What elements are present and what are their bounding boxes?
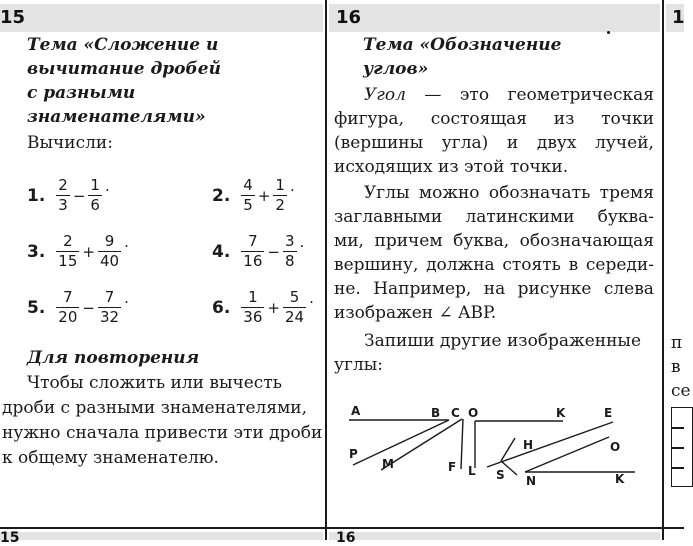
- fraction: $\frac{1}{2}$: [275, 176, 285, 215]
- review-line-4: к общему знаменателю.: [2, 448, 219, 468]
- figure-label-m: M: [382, 457, 394, 471]
- card-15-topic-line-3: с разными: [27, 83, 136, 103]
- word: стоять: [502, 255, 561, 275]
- word: лучей,: [595, 133, 654, 153]
- card-17-table-row-line: [671, 447, 684, 449]
- card-15-task: Вычисли:: [27, 133, 113, 153]
- card-16-topic-line-2: углов»: [363, 59, 429, 79]
- operator: −: [267, 242, 280, 261]
- exercise-6: [212, 288, 314, 327]
- figure-label-e: E: [604, 406, 613, 420]
- end-mark: .: [124, 289, 129, 308]
- review-line-1: Чтобы сложить или вычесть: [27, 373, 282, 393]
- fraction: $\frac{2}{3}$: [58, 176, 68, 215]
- word: слева: [603, 279, 654, 299]
- review-line-2: дроби с разными знаменателями,: [2, 398, 308, 418]
- operator: −: [72, 186, 86, 205]
- next-left-header: [0, 530, 323, 546]
- figure-label-f: F: [448, 460, 457, 474]
- figure-label-k: K: [556, 406, 566, 420]
- figure-label-s: S: [496, 468, 505, 482]
- operator: −: [82, 298, 95, 317]
- exercise-2: [212, 176, 295, 215]
- card-17-fragment-2: в: [671, 357, 681, 377]
- exercise-5: [27, 288, 129, 327]
- card-17-table-row-line: [671, 427, 684, 429]
- definition-line-3: [334, 131, 654, 155]
- card-15-topic-line-2: вычитание дробей: [27, 59, 221, 79]
- definition-line-1: Угол — это геометрическая: [364, 85, 654, 105]
- word: (вершины: [334, 133, 424, 153]
- fraction: $\frac{7}{20}$: [58, 288, 78, 327]
- card-15-header: [0, 4, 323, 32]
- end-mark: .: [104, 177, 110, 196]
- word: угла): [441, 133, 489, 153]
- paragraph-line-2: [334, 205, 654, 229]
- figure-label-b: B: [431, 406, 441, 420]
- divider-left: [325, 0, 327, 540]
- divider-right: [662, 0, 664, 540]
- exercise-label: 5.: [27, 297, 46, 318]
- figure-label-c: C: [451, 406, 460, 420]
- paragraph-line-4: [334, 253, 654, 277]
- card-15-topic-line-1: Тема «Сложение и: [27, 35, 219, 55]
- word: точки: [601, 109, 654, 129]
- fraction: $\frac{7}{16}$: [243, 232, 263, 271]
- word: фигура,: [334, 109, 404, 129]
- card-16-stray-dot: [607, 31, 610, 34]
- task: [334, 329, 654, 377]
- next-left-number: 15: [0, 530, 20, 546]
- card-17-table-row-line: [671, 467, 684, 469]
- divider-bottom: [0, 527, 684, 529]
- end-mark: .: [124, 233, 129, 252]
- exercise-label: 4.: [212, 241, 231, 262]
- exercise-label: 3.: [27, 241, 46, 262]
- card-16-number: 16: [336, 7, 362, 28]
- angles-figure: [345, 395, 645, 495]
- word: ми,: [334, 231, 364, 251]
- word: на: [483, 279, 506, 299]
- exercise-1: [27, 176, 110, 215]
- definition-term: Угол: [364, 85, 406, 105]
- fraction: $\frac{2}{15}$: [58, 232, 78, 271]
- next-right-number: 16: [336, 530, 356, 546]
- figure-label-h: H: [523, 438, 534, 452]
- word: причем: [374, 231, 443, 251]
- figure-label-p: P: [349, 447, 358, 461]
- operator: +: [267, 298, 280, 317]
- end-mark: .: [309, 289, 314, 308]
- definition: [334, 83, 654, 179]
- paragraph: [334, 181, 654, 325]
- fraction: $\frac{1}{6}$: [90, 176, 100, 215]
- fraction: $\frac{4}{5}$: [243, 176, 253, 215]
- end-mark: .: [299, 233, 305, 252]
- fraction: $\frac{7}{32}$: [99, 288, 120, 327]
- review-title: Для повторения: [27, 348, 200, 368]
- word: из: [553, 109, 575, 129]
- operator: +: [82, 242, 95, 261]
- exercise-3: [27, 232, 129, 271]
- paragraph-line-1: [334, 181, 654, 205]
- card-15-topic-line-4: знаменателями»: [27, 107, 206, 127]
- figure-label-n: N: [526, 474, 537, 488]
- word: обозначающая: [519, 231, 654, 251]
- card-17-number: 1: [672, 7, 685, 28]
- paragraph-line-3: [334, 229, 654, 253]
- figure-label-o: O: [468, 406, 479, 420]
- card-15-number: 15: [0, 7, 26, 28]
- task-line-1: Запиши другие изображенные: [364, 331, 642, 351]
- word: заглавными: [334, 207, 443, 227]
- word: состоящая: [430, 109, 528, 129]
- card-16-topic-line-1: Тема «Обозначение: [363, 35, 562, 55]
- operator: +: [257, 186, 271, 205]
- exercise-4: [212, 232, 304, 271]
- definition-line-4: исходящих из этой точки.: [334, 157, 569, 177]
- word: вершину,: [334, 255, 419, 275]
- word: можно: [418, 183, 480, 203]
- fraction: $\frac{5}{24}$: [284, 288, 305, 327]
- word: буква-: [597, 207, 654, 227]
- word: середи-: [585, 255, 654, 275]
- fraction: $\frac{9}{40}$: [99, 232, 120, 271]
- review-line-3: нужно сначала привести эти дроби: [2, 423, 323, 443]
- word: Например,: [373, 279, 472, 299]
- card-17-fragment-3: се: [671, 381, 691, 401]
- word: тремя: [599, 183, 654, 203]
- task-line-2: углы:: [334, 355, 383, 375]
- word: в: [568, 255, 579, 275]
- end-mark: .: [289, 177, 295, 196]
- exercise-label: 2.: [212, 185, 231, 206]
- word: Углы: [364, 183, 410, 203]
- word: должна: [426, 255, 495, 275]
- fraction: $\frac{3}{8}$: [284, 232, 295, 271]
- figure-label-o2: O: [610, 440, 621, 454]
- word: рисунке: [517, 279, 592, 299]
- card-17-fragment-1: п: [671, 333, 683, 353]
- exercise-label: 6.: [212, 297, 231, 318]
- word: не.: [334, 279, 361, 299]
- word: латинскими: [465, 207, 575, 227]
- paragraph-line-5: [334, 277, 654, 301]
- word: обозначать: [488, 183, 591, 203]
- figure-label-l: L: [468, 464, 476, 478]
- word: двух: [536, 133, 577, 153]
- figure-label-a: A: [351, 404, 361, 418]
- next-right-header: [329, 530, 660, 546]
- word: и: [506, 133, 519, 153]
- fraction: $\frac{1}{36}$: [243, 288, 263, 327]
- definition-line-2: [334, 107, 654, 131]
- figure-label-k2: K: [615, 472, 625, 486]
- paragraph-line-6: изображен ∠ ABP.: [334, 303, 497, 323]
- word: буква,: [453, 231, 510, 251]
- card-16-header: [329, 4, 660, 32]
- exercise-label: 1.: [27, 185, 46, 206]
